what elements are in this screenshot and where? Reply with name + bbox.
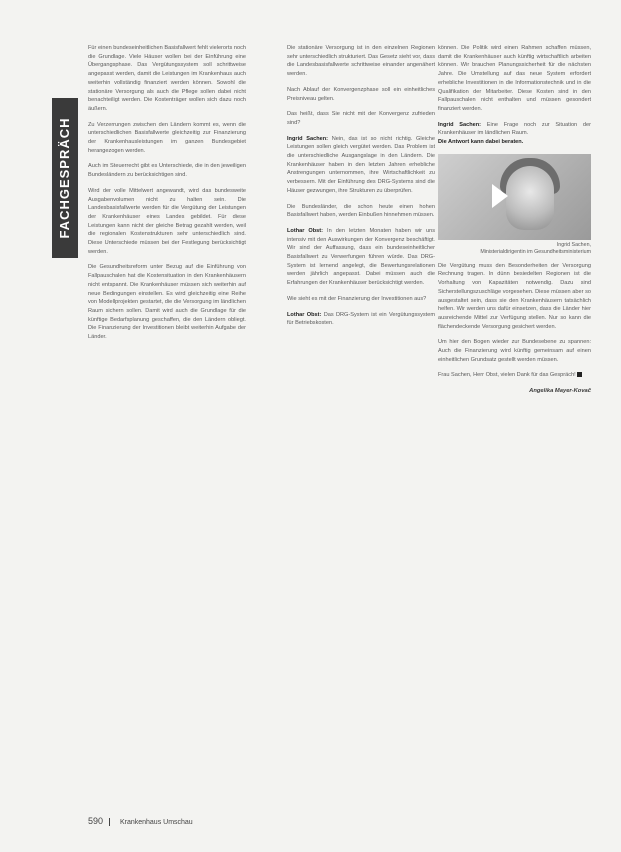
speaker-name: Lothar Obst: <box>287 227 324 234</box>
column-1 <box>88 44 246 834</box>
photo-caption <box>438 242 591 256</box>
col2-question-3: Wie sieht es mit der Finanzierung der Investitionen aus? <box>287 295 427 302</box>
portrait-face <box>506 166 554 230</box>
col3-question <box>438 121 591 147</box>
page-number: 590 <box>88 816 104 826</box>
end-square-icon <box>577 372 582 377</box>
col2-question-1: Das heißt, dass Sie nicht mit der Konvergenz zufrieden sind? <box>287 111 435 126</box>
publication-name: Krankenhaus Umschau <box>119 819 193 826</box>
speaker-name: Ingrid Sachen: <box>287 135 329 142</box>
col1-paragraph-4: Wird der volle Mittelwert angewandt, wird das bundesweite Ausgabenvolumen nicht zu halten sein. Die Landesbasisfallwerte werden für die Vergütung der Leistungen der Krankenhäuser eines Landes gebildet. Für diese Leistungen kann nicht der gleiche Betrag gezahlt werden, weil die regionalen Kostenstrukturen sehr unterschiedlich sind. Diese Unterschiede müssen bei der Festlegung berücksichtigt werden. <box>88 187 246 255</box>
col1-paragraph-1: Für einen bundeseinheitlichen Basisfallwert fehlt vielerorts noch die Grundlage. Viele Häuser wollen bei der Einführung eine Übergangsphase. Das Vergütungssystem soll schrittweise angepasst werden, damit die Leistungen im Krankenhaus auch weiterhin vollständig finanziert werden können. Sowohl die stationäre Versorgung als auch die Pflege sollen dabei nicht benachteiligt werden. Die Kostenträger wollen sich dazu noch äußern. <box>88 45 246 112</box>
column-3 <box>438 44 591 834</box>
col2-answer-3 <box>287 311 435 328</box>
section-tab-label: FACHGESPRÄCH <box>57 117 72 239</box>
col1-paragraph-5: Die Gesundheitsreform unter Bezug auf die Einführung von Fallpauschalen hat die Kostensituation in den Krankenhäusern nicht entspannt. Die Krankenhäuser müssen sich weiterhin auf neue Bedingungen einstellen. Es wird gleichzeitig eine Reihe von Modellprojekten gestartet, die die Versorgung im ländlichen Raum sichern sollen. Damit wird auch die Grundlage für die künftige Bedarfsplanung geschaffen, die den Ländern obliegt. Die Finanzierung der Investitionen bleibt weiterhin Aufgabe der Länder. <box>88 264 246 341</box>
play-triangle-icon <box>492 184 508 208</box>
col2-paragraph-1: Die stationäre Versorgung ist in den einzelnen Regionen sehr unterschiedlich strukturiert. Das Gesetz sieht vor, dass die Landesbasisfallwerte schrittweise einander angenähert werden. <box>287 45 435 78</box>
col3-thanks <box>438 371 591 380</box>
column-2 <box>287 44 435 834</box>
question-line-2: Die Antwort kann dabei beraten. <box>438 139 524 146</box>
col3-paragraph-2: Die Vergütung muss den Besonderheiten der Versorgung Rechnung tragen. In dünn besiedelten Regionen ist die Vorhaltung von Kapazitäten notwendig. Dazu sind Sicherstellungszuschläge vorgesehen. Diese müssen aber so ausgestaltet sein, dass sie den Krankenhäusern tatsächlich helfen. Wir werden uns dafür einsetzen, dass die Länder hier ausreichende Mittel zur Verfügung stellen. Nur so kann die flächendeckende Versorgung gesichert werden. <box>438 262 591 330</box>
question-text: Eine Frage noch zur Situation der Krankenhäuser im ländlichen Raum. <box>438 121 591 137</box>
answer-text: Nein, das ist so nicht richtig. Gleiche Leistungen sollen gleich vergütet werden. Das Problem ist die unterschiedliche Ausgangslage in den Ländern. Die Krankenhäuser haben in den letzten Jahren erhebliche Anstrengungen unternommen, ihre Wirtschaftlichkeit zu verbessern. Mit der Einführung des DRG-Systems sind die Häuser gezwungen, ihre Strukturen zu überprüfen. <box>287 135 435 194</box>
answer-text: In den letzten Monaten haben wir uns intensiv mit den Auswirkungen der Konvergenz beschäftigt. Wir sind der Auffassung, dass ein bundeseinheitlicher Basisfallwert zu Verwerfungen führen würde. Das DRG-System ist lernend angelegt, die Bewertungsrelationen werden jährlich angepasst. Dabei müssen auch die Erfahrungen der Krankenhäuser berücksichtigt werden. <box>287 227 435 287</box>
section-tab <box>52 98 78 258</box>
thanks-text: Frau Sachen, Herr Obst, vielen Dank für das Gespräch! <box>438 372 576 379</box>
col2-question-2: Die Bundesländer, die schon heute einen hohen Basisfallwert haben, werden Einbußen hinnehmen müssen. <box>287 203 435 219</box>
col2-answer-2 <box>287 227 435 288</box>
col2-paragraph-2: Nach Ablauf der Konvergenzphase soll ein einheitliches Preisniveau gelten. <box>287 86 435 102</box>
portrait-photo <box>438 154 591 240</box>
answer-text: Das DRG-System ist ein Vergütungssystem für Betriebskosten. <box>287 311 435 327</box>
caption-role: Ministerialdirigentin im Gesundheitsministerium <box>480 248 591 255</box>
caption-name: Ingrid Sachen, <box>556 241 591 248</box>
article-author: Angelika Mayer-Kovač <box>529 388 591 395</box>
speaker-name: Ingrid Sachen: <box>438 121 482 128</box>
footer-divider <box>109 818 110 826</box>
col3-paragraph-3: Um hier den Bogen wieder zur Bundesebene zu spannen: Auch die Finanzierung wird künftig gemeinsam auf einen einheitlichen Grundsatz gestellt werden müssen. <box>438 339 591 363</box>
col1-paragraph-3: Auch im Steuerrecht gibt es Unterschiede, die in den jeweiligen Bundesländern zu berücksichtigen sind. <box>88 163 246 179</box>
col2-answer-1 <box>287 135 435 196</box>
col3-paragraph-1: können. Die Politik wird einen Rahmen schaffen müssen, damit die Krankenhäuser auch künftig wirtschaftlich arbeiten können. Wir brauchen Planungssicherheit für die nächsten Jahre. Die Umstellung auf das neue System erfordert erhebliche Investitionen in die Informationstechnik und in die Qualifikation der Mitarbeiter. Diese Kosten sind in den Fallpauschalen nicht enthalten und müssen gesondert finanziert werden. <box>438 45 591 112</box>
speaker-name: Lothar Obst: <box>287 311 322 318</box>
col1-paragraph-2: Zu Verzerrungen zwischen den Ländern kommt es, wenn die unterschiedlichen Basisfallwerte gleichzeitig zur Finanzierung der Krankenhausleistungen im ganzen Bundesgebiet herangezogen werden. <box>88 121 246 154</box>
page-footer <box>88 816 508 828</box>
